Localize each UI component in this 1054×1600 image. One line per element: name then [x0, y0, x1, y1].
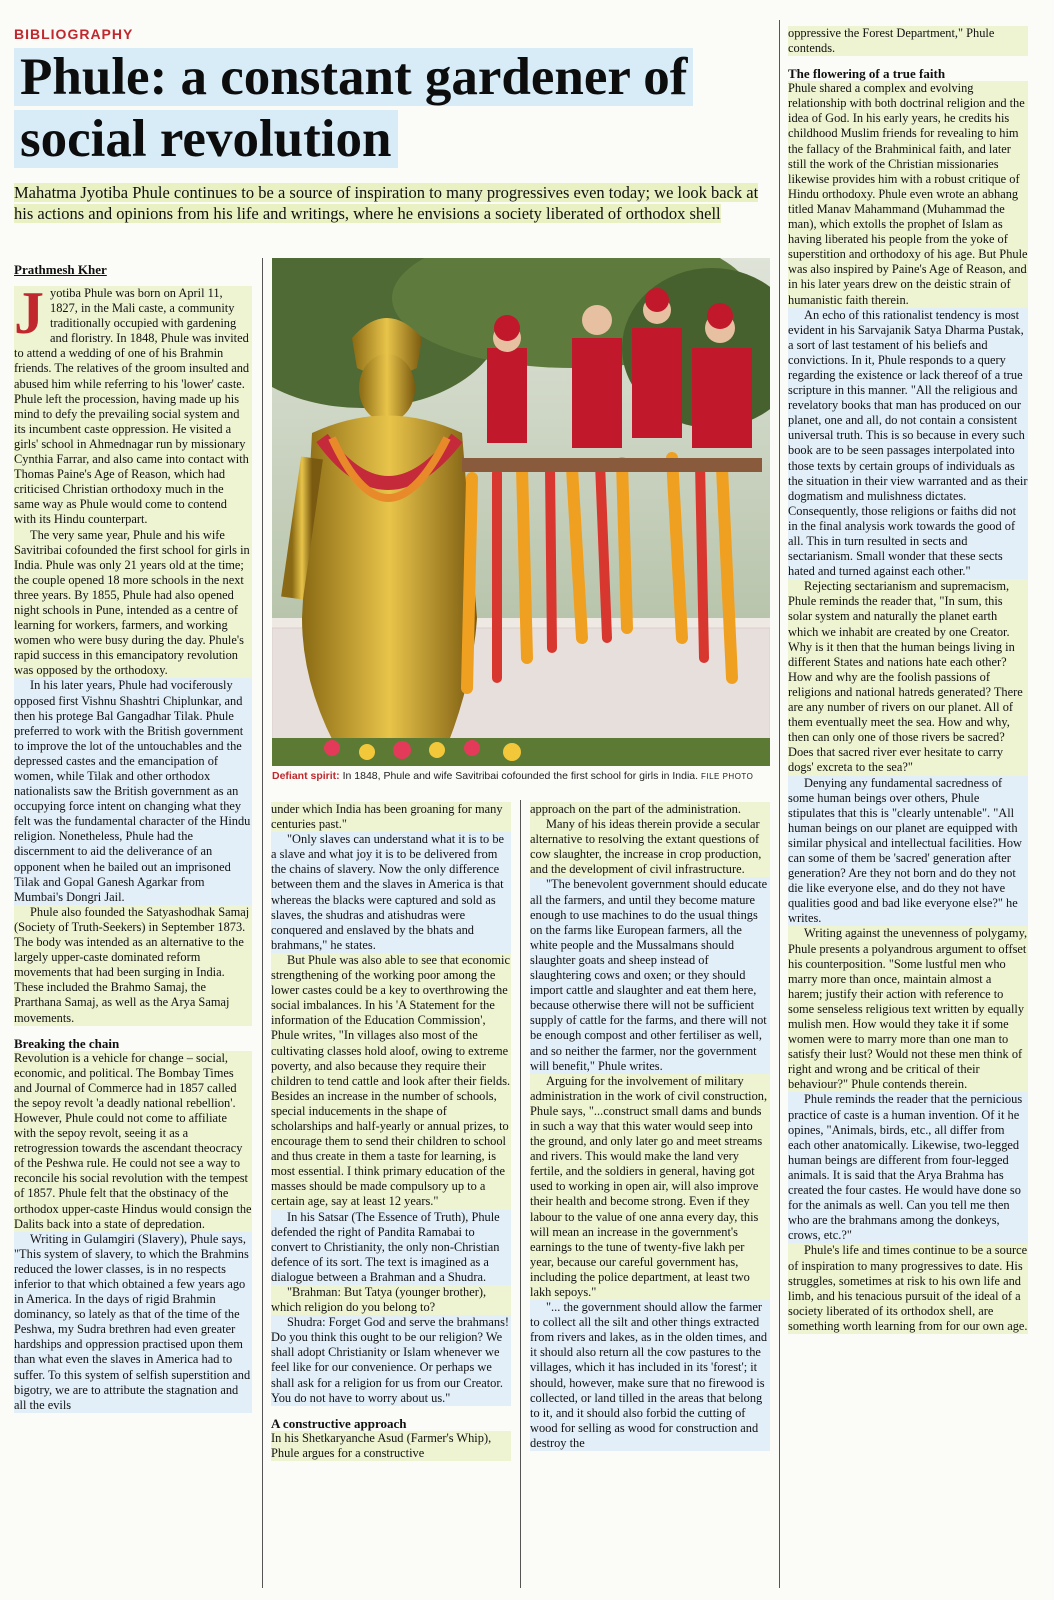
paragraph: Writing against the unevenness of polygamy, Phule presents a polyandrous argument to offset his counterposition. "Some lustful men who marry more than once, maintain almost a harem; justify their action with reference to some senseless religious text written by equally mulish men. How would they take it if some women were to marry more than one man to satisfy their lust? Would not these men think of right and wrong and be critical of their behaviour?" Phule contends therein.: [788, 926, 1028, 1092]
photo-caption: [272, 770, 772, 783]
caption-text: In 1848, Phule and wife Savitribai cofounded the first school for girls in India.: [339, 770, 699, 782]
photo-illustration: [272, 258, 770, 766]
subheading: A constructive approach: [271, 1415, 407, 1431]
standfirst: [14, 182, 774, 224]
paragraph: Phule shared a complex and evolving relationship with both doctrinal religion and the idea of God. In his early years, he credits his childhood Muslim friends for revealing to him the fallacy of the Brahminical faith, and later still the work of the Christian missionaries likewise provides him with a robust critique of Hindu orthodoxy. Phule even wrote an abhang titled Manav Mahammand (Muhammad the man), which extolls the prophet of Islam as having liberated his people from the yoke of superstition and orthodoxy of his age. But Phule was also inspired by Paine's Age of Reason, and in his later years drew on the deistic strain of humanistic faith therein.: [788, 81, 1028, 307]
paragraph: Writing in Gulamgiri (Slavery), Phule says, "This system of slavery, to which the Brahmins reduced the lower classes, is in no respects inferior to that which obtained a few years ago in America. In the days of rigid Brahmin dominancy, so lately as that of the time of the Peshwa, my Sudra brethren had even greater hardships and oppression practised upon them than what even the slaves in America had to suffer. To this system of selfish superstition and bigotry, we are to attribute the stagnation and all the evils: [14, 1231, 251, 1412]
article-column-1: [14, 286, 252, 1586]
paragraph: In his later years, Phule had vociferously opposed first Vishnu Shashtri Chiplunkar, and then his protege Bal Gangadhar Tilak. Phule preferred to work with the British government to improve the lot of the untouchables and the depressed castes and the emancipation of women, while Tilak and other orthodox nationalists saw the British government as an occupying force intent on changing what they felt was the fundamental character of the Hindu religion. Nonetheless, Phule had the discernment to aid the deliverance of an opponent when he bailed out an imprisoned Tilak and Gopal Ganesh Agarkar from Mumbai's Dongri Jail.: [14, 678, 251, 904]
article-column-4: [788, 26, 1028, 1586]
photo-credit: FILE PHOTO: [700, 772, 754, 781]
paragraph: "Brahman: But Tatya (younger brother), which religion do you belong to?: [271, 1285, 511, 1315]
paragraph: The very same year, Phule and his wife Savitribai cofounded the first school for girls in India. Phule was only 21 years old at the time; the couple opened 18 more schools in the next three years. By 1855, Phule had also opened night schools in Pune, intended as a centre of learning for workers, farmers, and working women who were busy during the day. Phule's rapid success in this emancipatory revolution was opposed by the orthodoxy.: [14, 528, 252, 679]
paragraph: Denying any fundamental sacredness of some human beings over others, Phule stipulates that this is "clearly untenable". "All human beings on our planet are equipped with similar physical and intellectual facilities. How can some of them be 'sacred' generation after generation? Are they not born and do they not die like everyone else, and do they not have qualities good and bad like everyone else?" he writes.: [788, 776, 1028, 927]
statue-photo: [272, 258, 770, 766]
byline: Prathmesh Kher: [14, 262, 107, 277]
paragraph: But Phule was also able to see that economic strengthening of the working poor among the lower castes could be a key to overthrowing the social imbalances. In his 'A Statement for the information of the Education Commission', Phule writes, "In villages also most of the cultivating classes hold aloof, owing to extreme poverty, and also because they require their children to tend cattle and look after their fields. Besides an increase in the number of schools, special inducements in the shape of scholarships and half-yearly or annual prizes, to encourage them to send their children to school and thus create in them a taste for learning, is most essential. I think primary education of the masses should be made compulsory up to a certain age, say at least 12 years.": [271, 952, 511, 1209]
page-title: [14, 46, 774, 170]
paragraph: Phule's life and times continue to be a source of inspiration to many progressives to date. His struggles, sometimes at risk to his own life and limb, and his tenacious pursuit of the ideal of a society liberated of its orthodox shell, are something worth learning from for our own age.: [788, 1243, 1028, 1333]
paragraph: "Only slaves can understand what it is to be a slave and what joy it is to be delivered from the chains of slavery. Now the only difference between them and the slaves in America is that whereas the blacks were captured and sold as slaves, the shudras and atishudras were conquered and enslaved by the bhats and brahmans," he states.: [271, 832, 511, 953]
paragraph: Shudra: Forget God and serve the brahmans! Do you think this ought to be our religion? We shall adopt Christianity or Islam whenever we feel like for our convenience. Or perhaps we shall ask for a religion for us from our Creator. You do not have to worry about us.": [271, 1315, 510, 1405]
paragraph: Revolution is a vehicle for change – social, economic, and political. The Bombay Times and Journal of Commerce had in 1857 called the sepoy revolt 'a deadly national rebellion'. However, Phule could not come to affiliate with the sepoy revolt, seeing it as a retrogression towards the ascendant theocracy of the Peshwa rule. He could not see a way to reconcile his social revolution with the tempest of 1857. Phule felt that the obstinacy of the orthodox upper-caste Hindus would consign the Dalits back into a state of depredation.: [14, 1050, 252, 1231]
subheading: Breaking the chain: [14, 1035, 120, 1051]
paragraph: "The benevolent government should educate all the farmers, and until they become mature enough to use machines to do the usual things on the farms like European farmers, all the white people and the Mussalmans should slaughter goats and sheep instead of slaughtering cows and oxen; or they should import cattle and slaughter and eat them here, because otherwise there will not be sufficient supply of cattle for the farms, and there will not be enough compost and other fertiliser as well, and so neither the farmer, nor the government will benefit," Phule writes.: [530, 877, 770, 1073]
article-column-2: [271, 802, 511, 1587]
paragraph: "... the government should allow the farmer to collect all the silt and other things extracted from rivers and lakes, as in the olden times, and it should also return all the cow pastures to the villages, which it has included in its 'forest'; it should, however, make sure that no firewood is collected, or land tilled in the areas that belong to it, and it should also forbid the cutting of wood for selling as wood for construction and destroy the: [530, 1300, 770, 1451]
paragraph: Rejecting sectarianism and supremacism, Phule reminds the reader that, "In sum, this solar system and naturally the planet earth which we inhabit are created by one Creator. Why is it then that the human beings living in different States and nations hate each other? How and why are the foolish passions of religions and national hatreds generated? There are any number of rivers on our planet. All of them eventually meet the sea. How and why, then can only one of those rivers be sacred? Does that sacred river ever hesitate to carry dogs' excreta to the sea?": [788, 579, 1028, 775]
article-column-3: [530, 802, 770, 1587]
paragraph: Phule also founded the Satyashodhak Samaj (Society of Truth-Seekers) in September 1873. The body was intended as an alternative to the largely upper-caste dominated reform movements that had been surging in India. These included the Brahmo Samaj, the Prarthana Samaj, as well as the Arya Samaj movements.: [14, 905, 252, 1026]
paragraph: An echo of this rationalist tendency is most evident in his Sarvajanik Satya Dharma Pustak, a sort of last testament of his beliefs and convictions. In it, Phule responds to a query regarding the existence or lack thereof of a true scripture in this manner. "All the religious and revelatory books that man has produced on our planet, one and all, do not contain a consistent universal truth. This is so because in every such book are to be seen passages interpolated into those texts by certain groups of individuals as the situation in their view warranted and as their dogmatism and mulishness dictates. Consequently, those religions or faiths did not in the final analysis work towards the good of all. This in turn resulted in sects and sectarianism. Small wonder that these sects hated and turned against each other.": [788, 307, 1028, 579]
paragraph: Arguing for the involvement of military administration in the work of civil construction, Phule says, "...construct small dams and bunds in such a way that this water would seep into the ground, and only later go and meet streams and rivers. This would make the land very fertile, and the soldiers in general, having got used to working in open air, will also improve their health and become strong. Even if they labour to the value of one anna every day, this will mean an increase in the government's earnings to the tune of twenty-five lakh per year, because our careful government has, including the police department, at least two lakh sepoys.": [530, 1074, 770, 1300]
paragraph: under which India has been groaning for many centuries past.": [271, 802, 511, 832]
column-rule: [520, 800, 521, 1588]
column-rule: [779, 20, 780, 1588]
drop-cap: J: [14, 286, 44, 346]
column-rule: [262, 258, 263, 1588]
paragraph: In his Shetkaryanche Asud (Farmer's Whip), Phule argues for a constructive: [271, 1431, 511, 1461]
subheading: The flowering of a true faith: [788, 66, 946, 82]
paragraph: Many of his ideas therein provide a secular alternative to resolving the extant questions of cow slaughter, the increase in crop production, and the development of civil infrastructure.: [530, 817, 770, 877]
section-kicker: BIBLIOGRAPHY: [14, 26, 134, 42]
standfirst-text: Mahatma Jyotiba Phule continues to be a source of inspiration to many progressives even today; we look back at his actions and opinions from his life and writings, where he envisions a society liberated of orthodox shell: [14, 183, 759, 223]
paragraph: yotiba Phule was born on April 11, 1827, in the Mali caste, a community traditionally occupied with gardening and floristry. In 1848, Phule was invited to attend a wedding of one of his Brahmin friends. The relatives of the groom insulted and abused him while referring to his 'lower' caste. Phule left the procession, having made up his mind to defy the prevailing social system and its incumbent caste oppression. He visited a girls' school in Ahmednagar run by missionary Cynthia Farrar, and also came into contact with Thomas Paine's Age of Reason, which had criticised Christian orthodoxy much in the same way as Phule would come to contend with its Hindu counterpart.: [14, 286, 250, 527]
headline-line-1: Phule: a constant gardener of: [14, 48, 693, 106]
paragraph: In his Satsar (The Essence of Truth), Phule defended the right of Pandita Ramabai to convert to Christianity, the only non-Christian defence of its sort. The text is imagined as a dialogue between a Brahman and a Shudra.: [271, 1210, 511, 1285]
paragraph: oppressive the Forest Department," Phule contends.: [788, 26, 1028, 56]
headline-line-2: social revolution: [14, 110, 398, 168]
paragraph: Phule reminds the reader that the pernicious practice of caste is a human invention. Of it he opines, "Animals, birds, etc., all differ from each other anatomically. Likewise, two-legged human beings are different from four-legged animals. It is said that the Arya Brahma has created the four castes. He would have done so for the animals as well. Can you tell me then who are the brahmans among the donkeys, crows, etc.?": [788, 1092, 1028, 1243]
paragraph: approach on the part of the administration.: [530, 802, 770, 817]
caption-label: Defiant spirit:: [272, 770, 340, 782]
